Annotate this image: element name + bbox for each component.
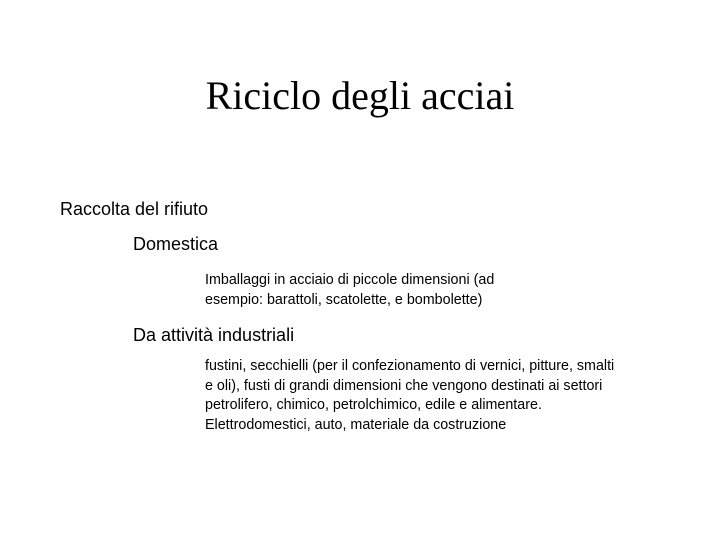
text-line: fustini, secchielli (per il confezionamento di vernici, pitture, smalti: [205, 358, 615, 374]
subsection-label-domestica: Domestica: [133, 234, 219, 254]
slide-title: Riciclo degli acciai: [205, 73, 515, 118]
subsection-label-industriali: Da attività industriali: [133, 325, 295, 345]
subsection-text-industriali: [205, 357, 685, 435]
text-line: e oli), fusti di grandi dimensioni che vengono destinati ai settori: [205, 377, 603, 394]
section-heading: Raccolta del rifiuto: [60, 199, 209, 219]
subsection-text-domestica: [205, 271, 685, 310]
text-line: Imballaggi in acciaio di piccole dimensioni (ad: [205, 272, 495, 288]
text-line: petrolifero, chimico, petrolchimico, edile e alimentare.: [205, 397, 542, 413]
text-line: esempio: barattoli, scatolette, e bombolette): [205, 291, 483, 308]
text-line: Elettrodomestici, auto, materiale da costruzione: [205, 416, 507, 433]
